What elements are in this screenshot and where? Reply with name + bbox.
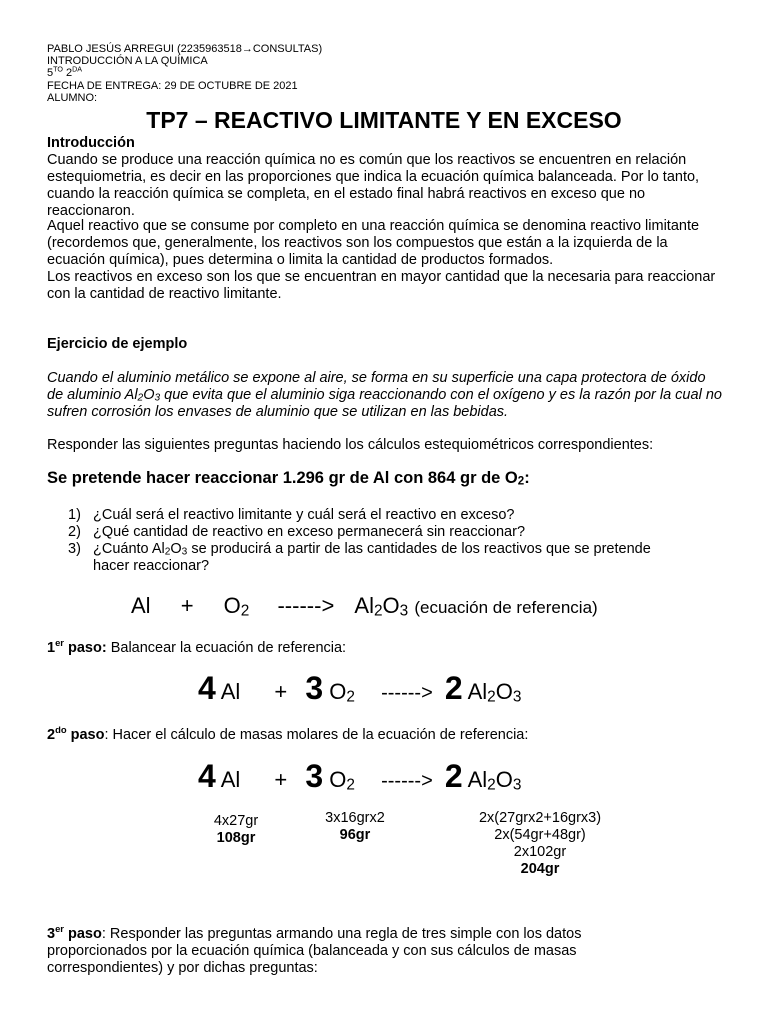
header-line-course: $5^{TO}$ $2^{DA}$: [47, 65, 83, 79]
questions-list: [68, 507, 651, 575]
intro-heading: Introducción: [47, 135, 135, 151]
header-line-due-date: FECHA DE ENTREGA: 29 DE OCTUBRE DE 2021: [47, 80, 298, 92]
page-title: TP7 – REACTIVO LIMITANTE Y EN EXCESO: [146, 107, 622, 133]
molar-mass-equation: 4 Al + 3 $O_2$ ------> 2 $Al_2O_3$: [198, 758, 522, 794]
step-3: 3er paso: Responder las preguntas armando una regla de tres simple con los datos proporcionados por la ecuación química (balanceada y con sus cálculos de masas correspondientes) y por dichas preguntas:: [47, 923, 582, 976]
problem-statement: Se pretende hacer reaccionar 1.296 gr de Al con 864 gr de $O_2$:: [47, 469, 530, 488]
question-item: 1) ¿Cuál será el reactivo limitante y cuál será el reactivo en exceso?: [68, 507, 515, 523]
al2o3-molar-mass: 2x(27grx2+16grx3) 2x(54gr+48gr) 2x102gr 204gr: [478, 810, 602, 877]
header-line-student: ALUMNO:: [47, 92, 98, 104]
reference-equation: $Al + O_2$ ------> $Al_2O_3$ (ecuación de referencia): [131, 593, 598, 620]
question-item: 2) ¿Qué cantidad de reactivo en exceso permanecerá sin reaccionar?: [68, 524, 526, 540]
example-instruction: Responder las siguientes preguntas haciendo los cálculos estequiométricos correspondientes:: [47, 437, 654, 453]
intro-paragraph-3: Los reactivos en exceso son los que se encuentran en mayor cantidad que la necesaria para reaccionar con la cantidad de reactivo limitante.: [47, 269, 716, 302]
intro-paragraph-1: Cuando se produce una reacción química no es común que los reactivos se encuentren en relación estequiometria, es decir en las proporciones que indica la ecuación química balanceada. Por lo tanto, cuando la reacción química se completa, en el estado final habrá reactivos en exceso que no reaccionaron.: [47, 152, 700, 219]
header-line-author: PABLO JESÚS ARREGUI (2235963518→CONSULTAS): [47, 43, 323, 55]
balanced-equation: 4 Al + 3 $O_2$ ------> 2 $Al_2O_3$: [198, 670, 522, 706]
example-description: Cuando el aluminio metálico se expone al aire, se forma en su superficie una capa protectora de óxido de aluminio $Al_2O_3$ que evita que el aluminio siga reaccionando con el oxígeno y es la razón por la cual no sufren corrosión los envases de aluminio que se utilizan en las bebidas.: [47, 370, 722, 420]
header-line-subject: INTRODUCCIÓN A LA QUÍMICA: [47, 55, 208, 67]
example-heading: Ejercicio de ejemplo: [47, 336, 188, 352]
step-1: 1er paso: Balancear la ecuación de referencia:: [47, 637, 347, 656]
al-molar-mass: 4x27gr 108gr: [213, 813, 259, 846]
intro-paragraph-2: Aquel reactivo que se consume por completo en una reacción química se denomina reactivo limitante (recordemos que, generalmente, los reactivos son los compuestos que están a la izquierda de la ecuación química), pues determina o limita la cantidad de productos formados.: [47, 218, 700, 268]
step-2: $2^{do}$ paso: Hacer el cálculo de masas molares de la ecuación de referencia:: [47, 724, 529, 743]
o2-molar-mass: 3x16grx2 96gr: [325, 810, 385, 843]
question-item: 3) ¿Cuánto $Al_2O_3$ se producirá a partir de las cantidades de los reactivos que se pretende hacer reaccionar?: [68, 541, 651, 574]
